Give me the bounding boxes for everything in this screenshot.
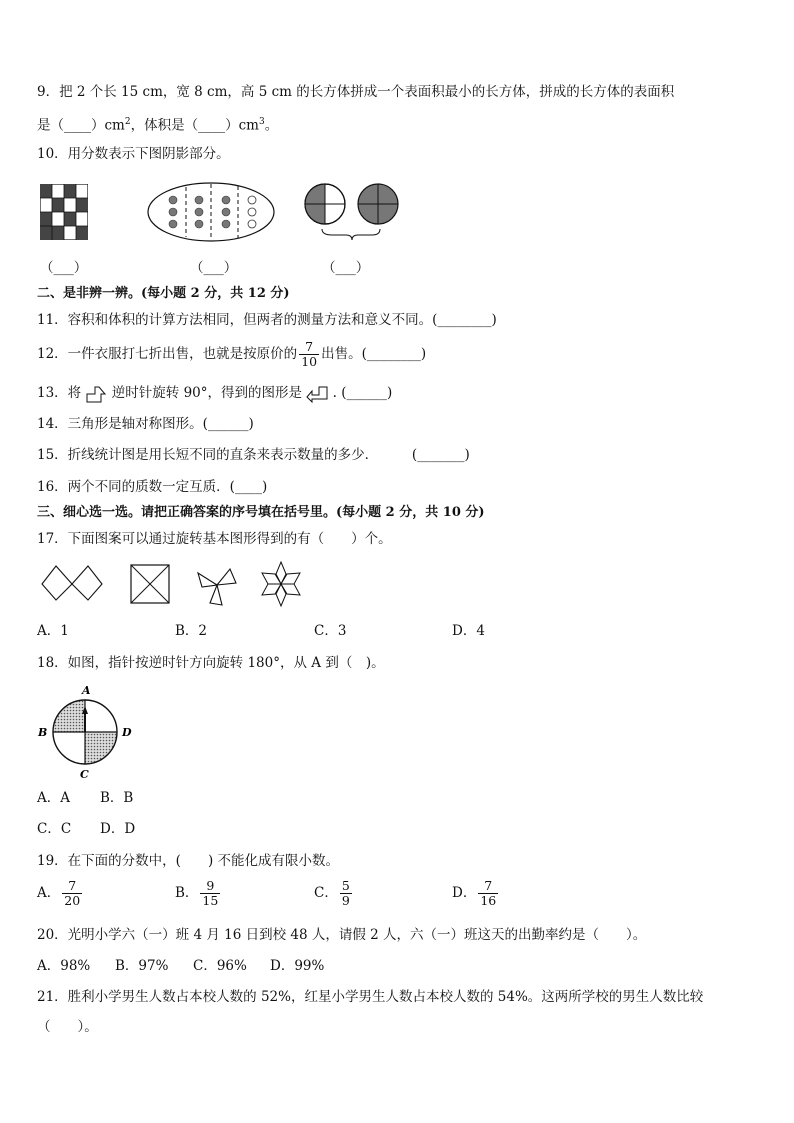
q19-option-d-fraction — [478, 879, 498, 908]
q17-option-a[interactable]: A．1 — [37, 623, 69, 639]
q19-b-num: 9 — [206, 878, 215, 893]
q19-text: 19．在下面的分数中，( ) 不能化成有限小数。 — [37, 853, 340, 869]
q19-b-den: 15 — [202, 893, 219, 908]
q12-frac-num: 7 — [305, 339, 314, 354]
q21-line2[interactable]: （ ）。 — [37, 1019, 98, 1035]
q9-sup3: 3 — [258, 117, 265, 127]
q10-text: 10．用分数表示下图阴影部分。 — [37, 146, 230, 162]
q20-option-b[interactable]: B．97% — [115, 958, 169, 974]
q17-option-c[interactable]: C．3 — [314, 623, 347, 639]
q13-before: 13．将 — [37, 385, 82, 401]
q19-option-d-label: D． — [452, 885, 477, 901]
q19-option-c-fraction — [340, 879, 352, 908]
q19-option-a[interactable] — [37, 879, 84, 908]
q10-blank-1[interactable]: （___） — [40, 260, 88, 276]
q10-oval-dots-figure — [146, 181, 276, 243]
q18-option-d[interactable]: D．D — [100, 821, 136, 837]
q10-grid-figure — [40, 184, 88, 240]
q20-option-a[interactable]: A．98% — [37, 958, 91, 974]
q13-rotated-shape-icon — [306, 385, 328, 403]
q18-option-c[interactable]: C．C — [37, 821, 72, 837]
q19-option-c-label: C． — [314, 885, 338, 901]
q9-blank-volume[interactable]: ，体积是（____）cm — [130, 117, 259, 134]
q19-a-den: 20 — [64, 893, 81, 908]
q18-option-b[interactable]: B．B — [100, 790, 134, 806]
q18-label-b: B — [38, 726, 48, 739]
q20-text: 20．光明小学六（一）班 4 月 16 日到校 48 人，请假 2 人，六（一）班这天的出勤率约是（ ）。 — [37, 927, 647, 943]
q10-blank-2[interactable]: （___） — [190, 260, 238, 276]
q19-option-c[interactable] — [314, 879, 354, 908]
q17-option-d[interactable]: D．4 — [452, 623, 485, 639]
section-2-heading: 二、是非辨一辨。(每小题 2 分，共 12 分) — [37, 286, 290, 301]
q19-option-a-label: A． — [37, 885, 61, 901]
q17-star-figure — [258, 560, 304, 608]
q12-fraction — [299, 340, 319, 369]
q19-option-b-fraction — [200, 879, 220, 908]
q17-square-x-figure — [130, 564, 170, 604]
q9-line2 — [37, 113, 278, 135]
q19-option-b[interactable] — [175, 879, 222, 908]
q19-option-b-label: B． — [175, 885, 199, 901]
q13-after: . (______) — [332, 385, 393, 401]
q19-d-num: 7 — [484, 878, 493, 893]
q18-label-c: C — [80, 768, 89, 780]
q12-text — [37, 340, 426, 369]
q11-text: 11．容积和体积的计算方法相同，但两者的测量方法和意义不同。(________) — [37, 312, 497, 328]
q19-c-den: 9 — [341, 893, 350, 908]
q13-original-shape-icon — [85, 385, 107, 403]
q17-pinwheel-figure — [194, 563, 240, 607]
q9-blank-area[interactable]: 是（____）cm — [37, 117, 125, 134]
q17-diamonds-figure — [40, 562, 104, 602]
q17-option-b[interactable]: B．2 — [175, 623, 208, 639]
q10-blank-3[interactable]: （___） — [322, 260, 370, 276]
q9-line1: 9．把 2 个长 15 cm，宽 8 cm，高 5 cm 的长方体拼成一个表面积最小的长方体，拼成的长方体的表面积 — [37, 84, 675, 100]
q19-c-num: 5 — [341, 878, 350, 893]
q21-line1: 21．胜利小学男生人数占本校人数的 52%，红星小学男生人数占本校人数的 54%。这两所学校的男生人数比较 — [37, 989, 704, 1005]
q18-label-a: A — [82, 684, 91, 697]
q12-before: 12．一件衣服打七折出售，也就是按原价的 — [37, 346, 298, 362]
q17-text: 17．下面图案可以通过旋转基本图形得到的有（ ）个。 — [37, 531, 392, 547]
q14-text: 14．三角形是轴对称图形。(______) — [37, 416, 254, 432]
q15-text: 15．折线统计图是用长短不同的直条来表示数量的多少． (_______) — [37, 447, 470, 463]
q19-option-d[interactable] — [452, 879, 500, 908]
q18-text: 18．如图，指针按逆时针方向旋转 180°，从 A 到（ )。 — [37, 655, 385, 671]
q13-text — [37, 384, 392, 403]
q12-after: 出售。(________) — [321, 346, 427, 362]
q9-end: 。 — [264, 117, 279, 134]
q19-d-den: 16 — [480, 893, 497, 908]
q19-a-num: 7 — [68, 878, 77, 893]
q18-option-a[interactable]: A．A — [37, 790, 70, 806]
q20-option-c[interactable]: C．96% — [193, 958, 247, 974]
q13-middle: 逆时针旋转 90°，得到的图形是 — [111, 385, 303, 401]
q19-option-a-fraction — [62, 879, 82, 908]
q20-option-d[interactable]: D．99% — [270, 958, 325, 974]
section-3-heading: 三、细心选一选。请把正确答案的序号填在括号里。(每小题 2 分，共 10 分) — [37, 505, 485, 520]
q16-text: 16．两个不同的质数一定互质．(____) — [37, 479, 268, 495]
q9-sup2: 2 — [124, 117, 131, 127]
q18-clock-figure — [36, 682, 136, 780]
q10-circles-figure — [302, 182, 402, 242]
q12-frac-den: 10 — [301, 354, 318, 369]
q18-label-d: D — [122, 726, 132, 739]
